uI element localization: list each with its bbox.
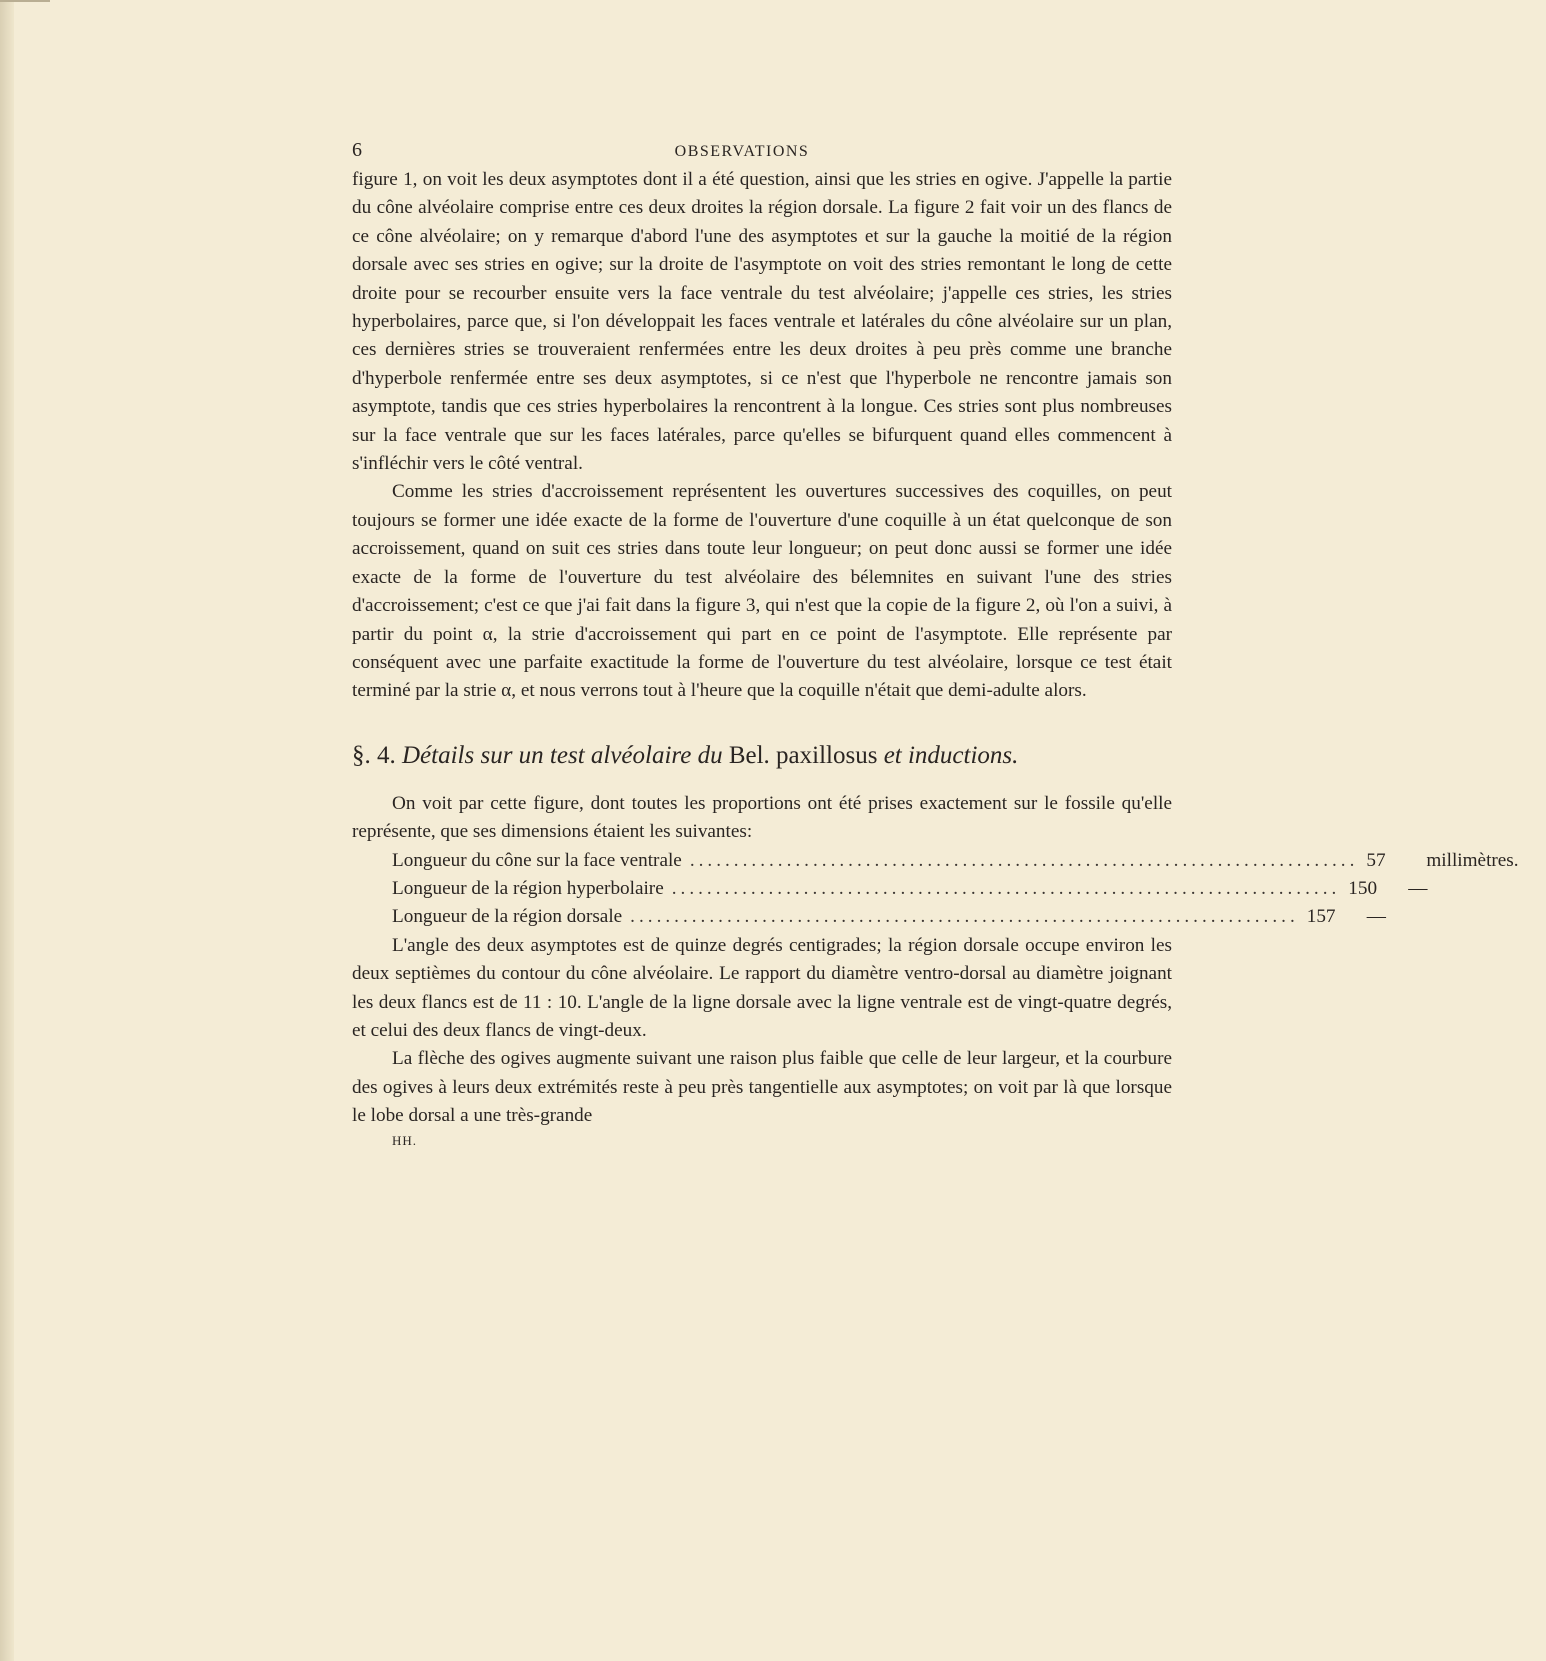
measurement-unit: — [1366, 906, 1386, 928]
section-number: §. 4. [352, 741, 396, 769]
measurement-row [352, 903, 1386, 931]
measurement-unit: — [1408, 877, 1428, 899]
measurement-unit: millimètres. [1426, 849, 1519, 871]
measurement-value: 157 [1306, 906, 1336, 928]
leader-dots: ............................................................................ [630, 906, 1299, 928]
paragraph-4: L'angle des deux asymptotes est de quinze degrés centigrades; la région dorsale occupe environ les deux septièmes du contour du cône alvéolaire. Le rapport du diamètre ventro-dorsal au diamètre joignant les deux flancs est de 11 : 10. L'angle de la ligne dorsale avec la ligne ventrale est de vingt-quatre degrés, et celui des deux flancs de vingt-deux. [352, 934, 1172, 1041]
paragraph-2: Comme les stries d'accroissement représentent les ouvertures successives des coquilles, on peut toujours se former une idée exacte de la forme de l'ouverture d'une coquille à un état quelconque de son accroissement, quand on suit ces stries dans toute leur longueur; on peut donc aussi se former une idée exacte de la forme de l'ouverture du test alvéolaire des bélemnites en suivant l'une des stries d'accroissement; c'est ce que j'ai fait dans la figure 3, qui n'est que la copie de la figure 2, où l'on a suivi, à partir du point α, la strie d'accroissement qui part en ce point de l'asymptote. Elle représente par conséquent avec une parfaite exactitude la forme de l'ouverture du test alvéolaire, lorsque ce test était terminé par la strie α, et nous verrons tout à l'heure que la coquille n'était que demi-adulte alors. [352, 481, 1172, 702]
paragraph-5: La flèche des ogives augmente suivant une raison plus faible que celle de leur largeur, et la courbure des ogives à leurs deux extrémités reste à peu près tangentielle aux asymptotes; on voit par là que lorsque le lobe dorsal a une très-grande [352, 1048, 1172, 1127]
paragraph-3: On voit par cette figure, dont toutes les proportions ont été prises exactement sur le fossile qu'elle représente, que ses dimensions étaient les suivantes: [352, 792, 1172, 843]
section-heading [352, 740, 1172, 772]
measurement-label: Longueur du cône sur la face ventrale [392, 849, 682, 871]
page-header [352, 136, 1172, 162]
leader-dots: ............................................................................ [671, 877, 1341, 899]
section-title-part-a: Détails sur un test alvéolaire du [402, 741, 723, 769]
measurement-value: 57 [1366, 849, 1386, 871]
running-head: OBSERVATIONS [674, 143, 810, 160]
measurement-label: Longueur de la région dorsale [392, 906, 623, 928]
measurement-row [352, 875, 1428, 903]
measurement-row [352, 847, 1519, 875]
top-rule [0, 0, 50, 2]
measurement-label: Longueur de la région hyperbolaire [392, 877, 664, 899]
page-text [352, 136, 1519, 1151]
measurement-list [352, 847, 1519, 932]
section-title-species: Bel. paxillosus [728, 741, 878, 769]
page-edge [0, 0, 14, 1661]
measurement-value: 150 [1348, 877, 1378, 899]
leader-dots: ............................................................................ [689, 849, 1359, 871]
page-number: 6 [352, 139, 362, 161]
section-title-part-c: et inductions. [883, 741, 1019, 769]
signature-mark: HH. [392, 1132, 418, 1148]
paragraph-1: figure 1, on voit les deux asymptotes dont il a été question, ainsi que les stries en ogive. J'appelle la partie du cône alvéolaire comprise entre ces deux droites la région dorsale. La figure 2 fait voir un des flancs de ce cône alvéolaire; on y remarque d'abord l'une des asymptotes et sur la gauche la moitié de la région dorsale avec ses stries en ogive; sur la droite de l'asymptote on voit des stries remontant le long de cette droite pour se recourber ensuite vers la face ventrale du test alvéolaire; j'appelle ces stries, les stries hyperbolaires, parce que, si l'on développait les faces ventrale et latérales du cône alvéolaire sur un plan, ces dernières stries se trouveraient renfermées entre les deux droites à peu près comme une branche d'hyperbole renfermée entre ses deux asymptotes, si ce n'est que l'hyperbole ne rencontre jamais son asymptote, tandis que ces stries hyperbolaires la rencontrent à la longue. Ces stries sont plus nombreuses sur la face ventrale que sur les faces latérales, parce qu'elles se bifurquent quand elles commencent à s'infléchir vers le côté ventral. [352, 169, 1172, 475]
